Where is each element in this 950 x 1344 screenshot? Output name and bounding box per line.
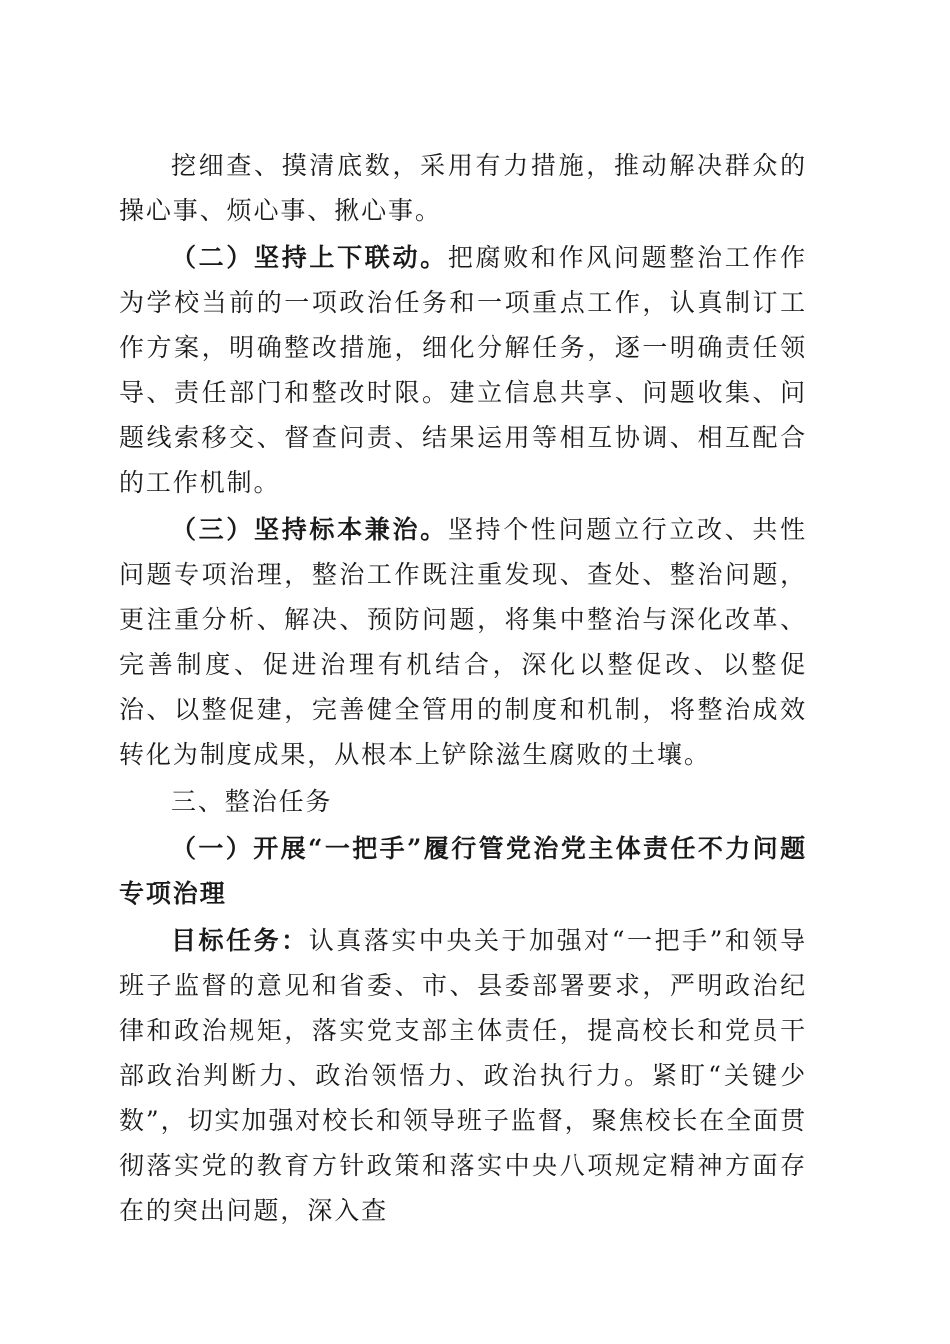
paragraph-lead: 目标任务： bbox=[171, 926, 309, 955]
subsection-heading: （一）开展“一把手”履行管党治党主体责任不力问题专项治理 bbox=[119, 834, 807, 908]
paragraph-lead: （二）坚持上下联动。 bbox=[171, 243, 448, 272]
paragraph-text: 坚持个性问题立行立改、共性问题专项治理，整治工作既注重发现、查处、整治问题，更注重分析、解决、预防问题，将集中整治与深化改革、完善制度、促进治理有机结合，深化以整促改、以整促治、以整促建，完善健全管用的制度和机制，将整治成效转化为制度成果，从根本上铲除滋生腐败的土壤。 bbox=[119, 515, 807, 769]
paragraph-text: 认真落实中央关于加强对“一把手”和领导班子监督的意见和省委、市、县委部署要求，严明政治纪律和政治规矩，落实党支部主体责任，提高校长和党员干部政治判断力、政治领悟力、政治执行力。紧盯“关键少数”，切实加强对校长和领导班子监督，聚焦校长在全面贯彻落实党的教育方针政策和落实中央八项规定精神方面存在的突出问题，深入查 bbox=[119, 926, 807, 1225]
paragraph-coordination bbox=[119, 235, 807, 505]
paragraph-text: 把腐败和作风问题整治工作作为学校当前的一项政治任务和一项重点工作，认真制订工作方案，明确整改措施，细化分解任务，逐一明确责任领导、责任部门和整改时限。建立信息共享、问题收集、问题线索移交、督查问责、结果运用等相互协调、相互配合的工作机制。 bbox=[119, 243, 807, 497]
section-heading: 三、整治任务 bbox=[171, 787, 333, 816]
paragraph-objectives bbox=[119, 918, 807, 1233]
paragraph-continuation bbox=[119, 143, 807, 233]
paragraph-text: 挖细查、摸清底数，采用有力措施，推动解决群众的操心事、烦心事、揪心事。 bbox=[119, 151, 807, 225]
document-page bbox=[119, 143, 807, 1233]
paragraph-lead: （三）坚持标本兼治。 bbox=[171, 515, 448, 544]
paragraph-root-cause bbox=[119, 507, 807, 777]
